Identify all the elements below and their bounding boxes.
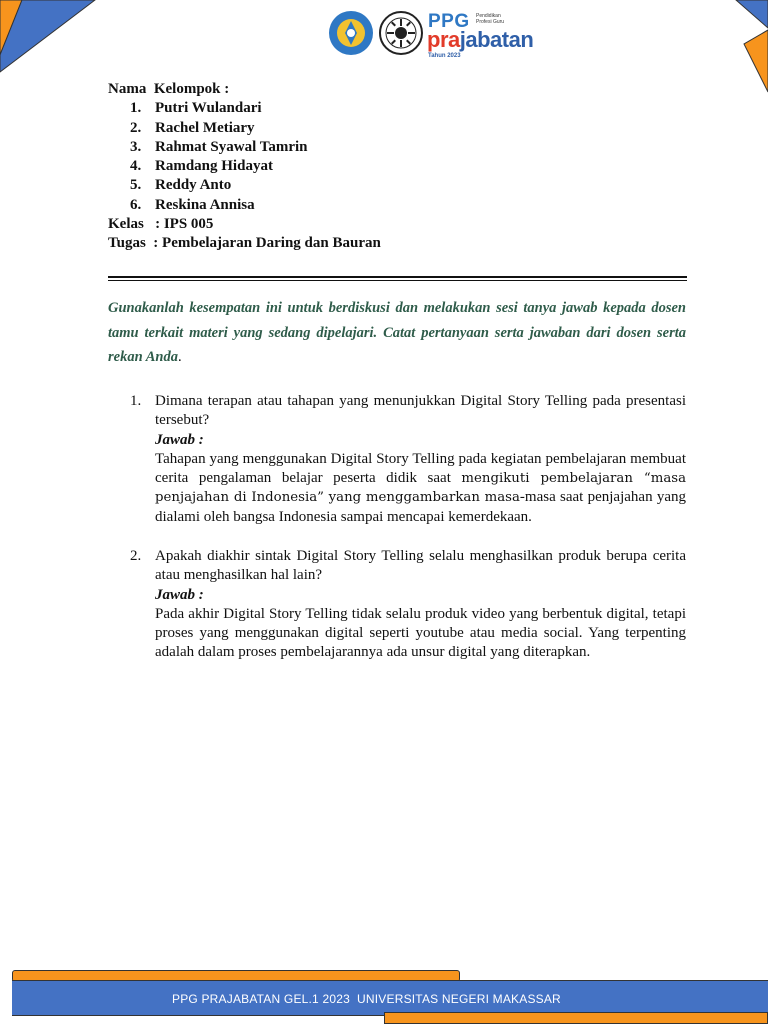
member-name: Putri Wulandari (155, 100, 262, 117)
member-name: Rahmat Syawal Tamrin (155, 138, 308, 155)
member-item (130, 99, 381, 118)
member-item (130, 157, 381, 176)
answer-block (155, 431, 686, 527)
prajabatan-wordmark (427, 27, 533, 53)
member-name: Reskina Annisa (155, 196, 255, 213)
answer-text (155, 450, 686, 527)
prajabatan-part-a: pra (427, 27, 460, 52)
member-list (108, 99, 381, 215)
question-text: Apakah diakhir sintak Digital Story Telling selalu menghasilkan produk berupa cerita atau menghasilkan hal lain? (155, 548, 686, 584)
footer-orange-stripe-bottom (384, 1012, 768, 1024)
footer-bar (12, 980, 768, 1016)
group-label: Nama Kelompok : (108, 81, 230, 97)
member-number: 1. (130, 100, 142, 117)
member-name: Reddy Anto (155, 177, 232, 194)
answer-part-b: mengikuti pembelajaran “masa penjajahan di Indonesia” yang menggambarkan masa (155, 471, 687, 506)
kemdikbud-logo-icon (328, 10, 374, 56)
member-number: 5. (130, 177, 142, 194)
member-item (130, 138, 381, 157)
question-block (130, 392, 686, 527)
member-number: 4. (130, 158, 142, 175)
ppg-wordmark: PPG (428, 11, 470, 32)
top-left-corner-decoration (0, 0, 100, 75)
top-right-corner-decoration (730, 0, 768, 95)
member-name: Ramdang Hidayat (155, 158, 273, 175)
question-row (130, 392, 686, 431)
jawab-label: Jawab : (155, 586, 204, 603)
instruction-body: Gunakanlah kesempatan ini untuk berdiskusi dan melakukan sesi tanya jawab kepada dosen tamu terkait materi yang sedang dipelajari. Catat pertanyaan serta jawaban dari dosen serta rekan Anda (108, 300, 686, 365)
question-block (130, 547, 686, 663)
member-item (130, 176, 381, 195)
question-row (130, 547, 686, 586)
member-number: 2. (130, 119, 142, 136)
question-number: 1. (130, 393, 142, 409)
footer-text: PPG PRAJABATAN GEL.1 2023 UNIVERSITAS NEGERI MAKASSAR (172, 992, 561, 1006)
unm-logo-icon (378, 10, 424, 56)
member-name: Rachel Metiary (155, 119, 255, 136)
divider-thin (108, 280, 687, 281)
member-item (130, 196, 381, 215)
kelas-line: Kelas : IPS 005 (108, 216, 214, 233)
question-number: 2. (130, 548, 142, 564)
prajabatan-part-b: jabatan (459, 27, 534, 52)
divider-thick (108, 276, 687, 278)
instruction-end: . (177, 349, 182, 365)
group-info (108, 80, 381, 254)
header-logos (328, 8, 548, 64)
answer-block (155, 586, 686, 663)
jawab-label: Jawab : (155, 431, 204, 448)
answer-part-c: -masa saat penjajahan yang dialami oleh bangsa Indonesia sampai mencapai kemerdekaan. (155, 489, 686, 525)
instruction-text (108, 296, 686, 370)
tugas-line: Tugas : Pembelajaran Daring dan Bauran (108, 235, 381, 252)
member-number: 3. (130, 138, 142, 155)
answer-part-a: Tahapan yang menggunakan Digital Story Telling pada kegiatan pembelajaran membuat cerita pengalaman belajar peserta didik saat (155, 450, 686, 487)
ppg-subtitle: Pendidikan Profesi Guru (476, 13, 505, 25)
member-item (130, 119, 381, 138)
member-number: 6. (130, 196, 142, 213)
tahun-label: Tahun 2023 (428, 53, 461, 59)
answer-text: Pada akhir Digital Story Telling tidak selalu produk video yang berbentuk digital, tetapi proses yang menggunakan digital seperti youtube atau media social. Yang terpenting adalah dalam proses pembelajarannya ada unsur digital yang diterapkan. (155, 605, 686, 661)
question-text: Dimana terapan atau tahapan yang menunjukkan Digital Story Telling pada presentasi tersebut? (155, 393, 686, 429)
